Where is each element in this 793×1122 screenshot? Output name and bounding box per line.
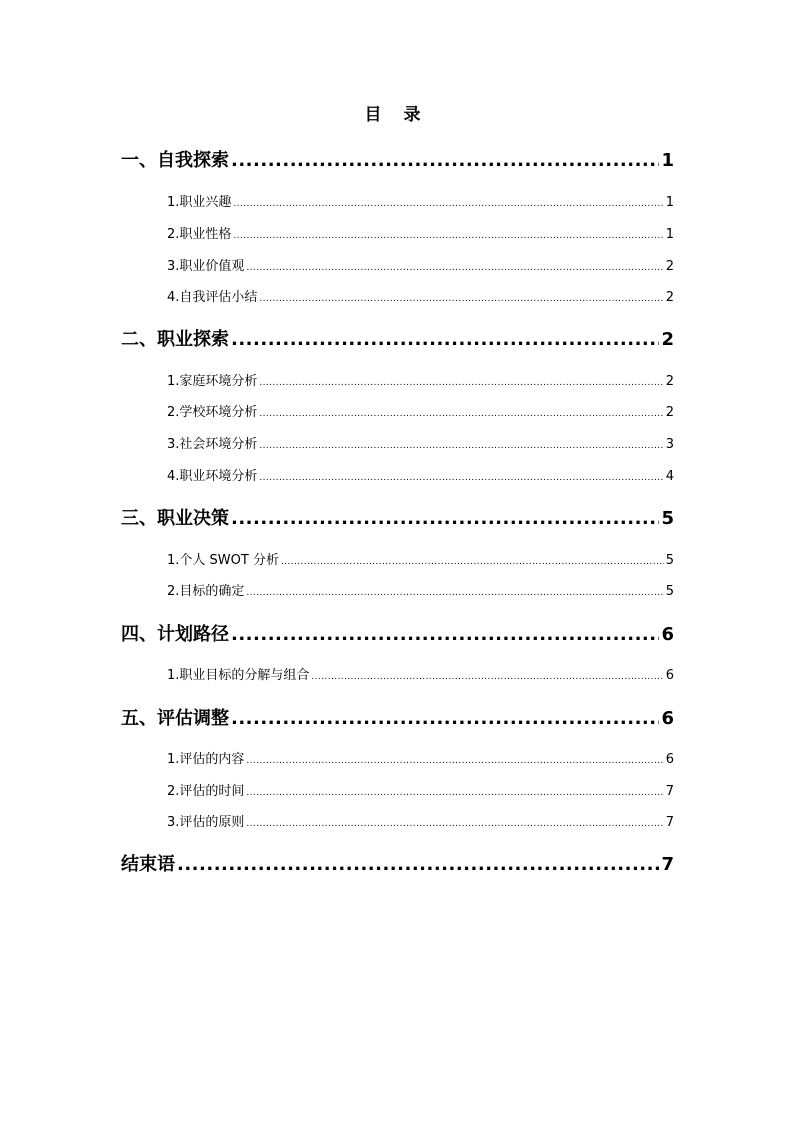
toc-entry-label: 4.职业环境分析 [167,469,258,484]
toc-entry-page: 2 [665,259,674,274]
toc-entry[interactable] [167,780,674,799]
toc-entry-page: 6 [665,752,674,767]
toc-entry-page: 2 [665,290,674,305]
toc-entry-page: 6 [661,708,674,729]
toc-entry-page: 1 [665,195,674,210]
toc-entry-page: 5 [665,584,674,599]
toc-entry-page: 7 [665,784,674,799]
toc-entry-page: 3 [665,437,674,452]
toc-entry-label: 四、计划路径 [121,624,229,645]
toc-entry-page: 2 [665,374,674,389]
toc-entry-career-decision[interactable] [121,504,674,530]
toc-entry[interactable] [167,465,674,484]
toc-leader-dots [281,557,664,567]
toc-leader-dots [246,788,663,798]
toc-entry-page: 2 [665,405,674,420]
toc-entry-label: 3.社会环境分析 [167,437,258,452]
toc-leader-dots [231,708,659,729]
toc-entry-page: 4 [665,469,674,484]
toc-entry-label: 1.家庭环境分析 [167,374,258,389]
toc-entry-label: 一、自我探索 [121,150,229,171]
toc-leader-dots [231,150,659,171]
toc-entry-label: 五、评估调整 [121,708,229,729]
toc-entry-label: 三、职业决策 [121,508,229,529]
toc-leader-dots [246,588,663,598]
toc-leader-dots [231,508,659,529]
toc-entry-label: 4.自我评估小结 [167,290,258,305]
toc-leader-dots [311,672,663,682]
toc-entry-label: 2.评估的时间 [167,784,245,799]
toc-leader-dots [177,854,659,875]
toc-leader-dots [246,263,663,273]
toc-entry[interactable] [167,401,674,420]
toc-entry-page: 2 [661,329,674,350]
toc-leader-dots [233,199,663,209]
toc-entry-label: 2.职业性格 [167,227,232,242]
toc-entry-page: 1 [665,227,674,242]
toc-entry-page: 5 [665,553,674,568]
toc-entry-label: 3.职业价值观 [167,259,245,274]
toc-leader-dots [231,329,659,350]
toc-entry-label: 二、职业探索 [121,329,229,350]
toc-leader-dots [259,409,663,419]
toc-leader-dots [233,231,663,241]
toc-entry-label: 2.目标的确定 [167,584,245,599]
toc-entry[interactable] [167,286,674,305]
toc-entry-page: 6 [665,668,674,683]
toc-entry[interactable] [167,549,674,568]
toc-entry[interactable] [167,223,674,242]
toc-entry[interactable] [167,255,674,274]
toc-leader-dots [231,624,659,645]
toc-entry[interactable] [167,664,674,683]
toc-leader-dots [259,294,663,304]
toc-entry-page: 7 [661,854,674,875]
toc-entry-evaluation-adjustment[interactable] [121,704,674,730]
toc-entry[interactable] [167,433,674,452]
toc-entry-label: 1.职业目标的分解与组合 [167,668,310,683]
toc-entry-label: 1.评估的内容 [167,752,245,767]
toc-entry-self-exploration[interactable] [121,146,674,172]
toc-entry-label: 2.学校环境分析 [167,405,258,420]
toc-leader-dots [259,473,663,483]
toc-entry-career-exploration[interactable] [121,325,674,351]
toc-leader-dots [259,441,663,451]
toc-leader-dots [259,378,663,388]
toc-leader-dots [246,819,663,829]
toc-entry-page: 5 [661,508,674,529]
toc-entry-label: 1.职业兴趣 [167,195,232,210]
toc-entry-label: 3.评估的原则 [167,815,245,830]
toc-entry-page: 6 [661,624,674,645]
toc-entry[interactable] [167,580,674,599]
toc-entry[interactable] [167,191,674,210]
toc-entry-conclusion[interactable] [121,850,674,876]
toc-entry-page: 7 [665,815,674,830]
toc-title: 目 录 [364,105,429,125]
toc-entry[interactable] [167,370,674,389]
toc-leader-dots [246,756,663,766]
toc-entry[interactable] [167,811,674,830]
toc-entry-label: 1.个人 SWOT 分析 [167,553,279,568]
toc-entry-plan-path[interactable] [121,620,674,646]
toc-entry-label: 结束语 [121,854,175,875]
toc-entry-page: 1 [661,150,674,171]
toc-entry[interactable] [167,748,674,767]
